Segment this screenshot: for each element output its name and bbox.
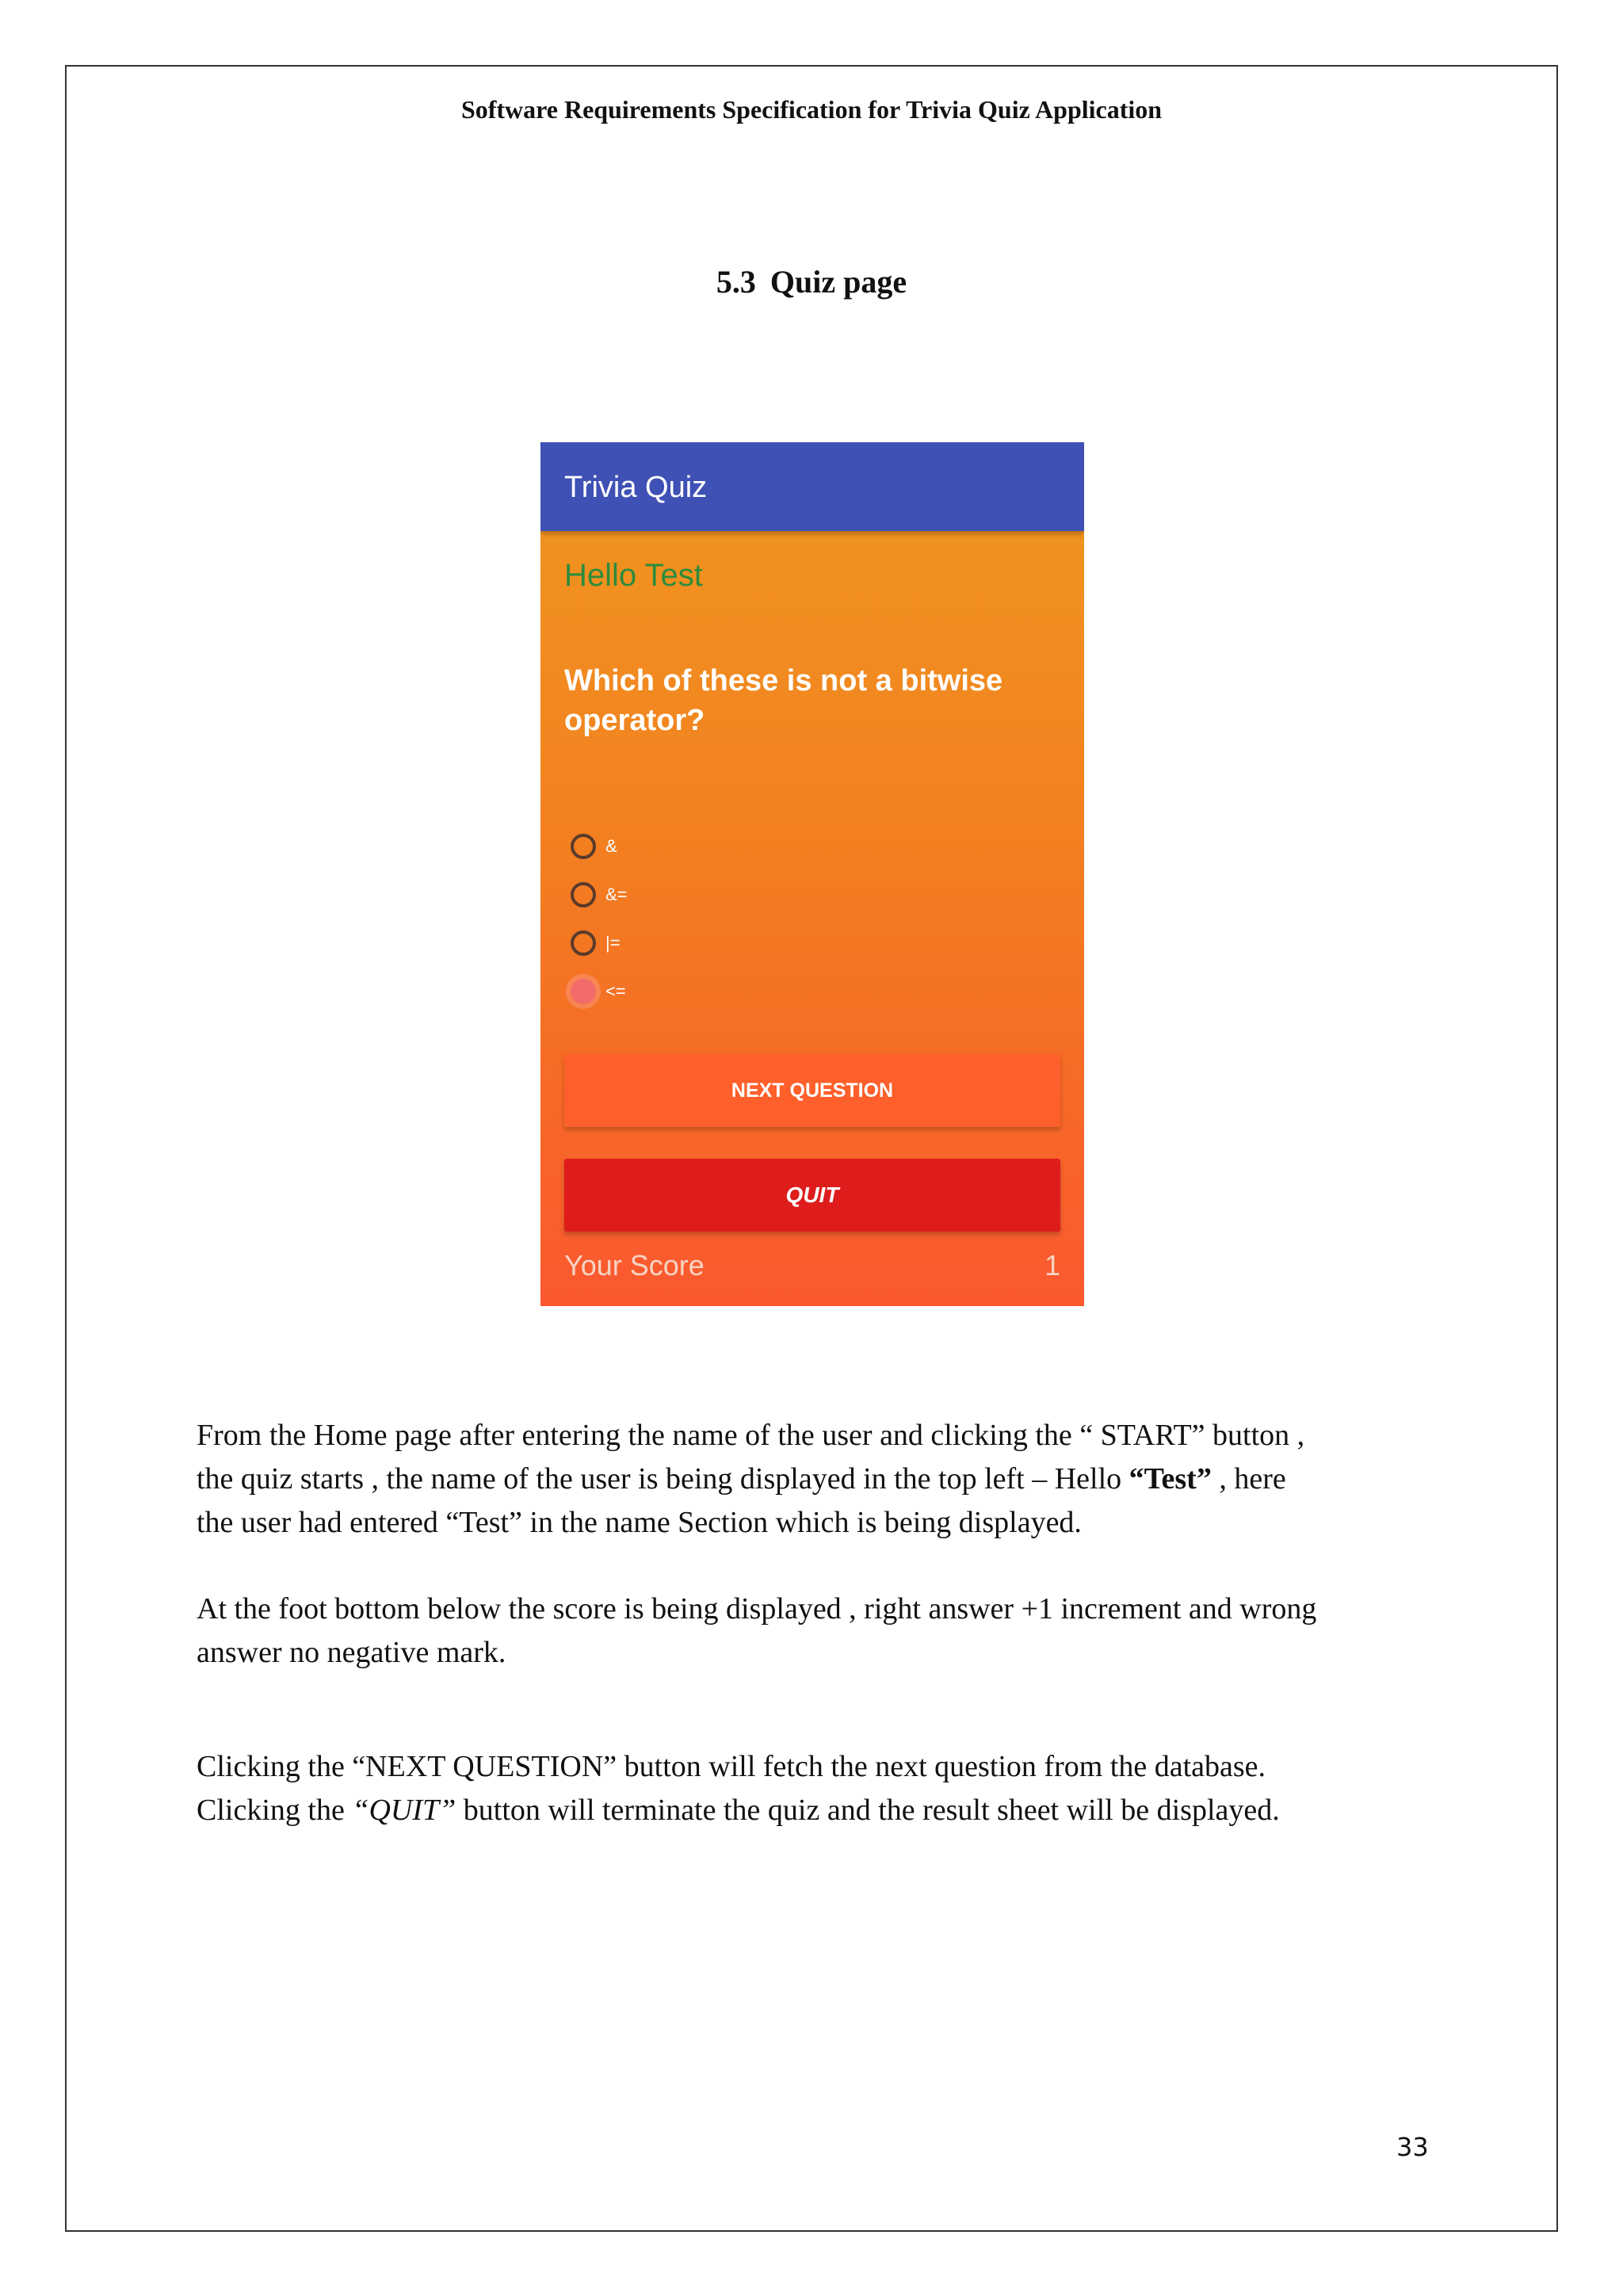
option-label: |= xyxy=(605,933,621,953)
text-line: From the Home page after entering the name of the user and clicking the “ START” button , xyxy=(197,1419,1305,1452)
option-item[interactable] xyxy=(571,974,626,1009)
score-label: Your Score xyxy=(564,1249,705,1282)
quit-button[interactable]: QUIT xyxy=(564,1159,1060,1232)
option-label: & xyxy=(605,836,617,856)
option-item[interactable] xyxy=(571,877,628,912)
text-line: At the foot bottom below the score is being displayed , right answer +1 increment and wrong xyxy=(197,1592,1317,1626)
section-heading xyxy=(0,263,1623,300)
paragraph-home-description xyxy=(197,1414,1465,1545)
text-line: Clicking the “NEXT QUESTION” button will fetch the next question from the database. xyxy=(197,1750,1266,1783)
bold-name: “Test” xyxy=(1128,1462,1212,1496)
page-number: 33 xyxy=(1396,2132,1429,2162)
app-bar xyxy=(540,442,1084,531)
section-number: 5.3 xyxy=(716,264,756,300)
text-line: answer no negative mark. xyxy=(197,1636,506,1669)
radio-button-selected[interactable] xyxy=(571,979,596,1004)
radio-button[interactable] xyxy=(571,930,596,956)
paragraph-buttons-description xyxy=(197,1745,1465,1832)
section-title: Quiz page xyxy=(769,264,907,300)
greeting-text: Hello Test xyxy=(564,558,703,593)
text-line: the user had entered “Test” in the name Section which is being displayed. xyxy=(197,1506,1082,1539)
text-line: the quiz starts , the name of the user is being displayed in the top left – Hello “Test” , here xyxy=(197,1462,1286,1496)
radio-button[interactable] xyxy=(571,834,596,859)
question-text: Which of these is not a bitwise operator? xyxy=(564,664,1003,737)
score-value: 1 xyxy=(1044,1249,1060,1282)
option-label: &= xyxy=(605,884,628,904)
paragraph-score-description xyxy=(197,1587,1465,1675)
running-header: Software Requirements Specification for Trivia Quiz Application xyxy=(460,95,1163,124)
italic-quit: “QUIT” xyxy=(352,1794,456,1827)
app-title: Trivia Quiz xyxy=(564,471,708,504)
next-question-button[interactable]: NEXT QUESTION xyxy=(564,1054,1060,1127)
option-item[interactable] xyxy=(571,829,617,864)
quiz-screenshot xyxy=(540,442,1084,1306)
option-label: <= xyxy=(605,981,626,1001)
radio-button[interactable] xyxy=(571,882,596,907)
text-line: Clicking the “QUIT” button will terminate the quiz and the result sheet will be displayed. xyxy=(197,1794,1280,1827)
option-item[interactable] xyxy=(571,926,621,961)
